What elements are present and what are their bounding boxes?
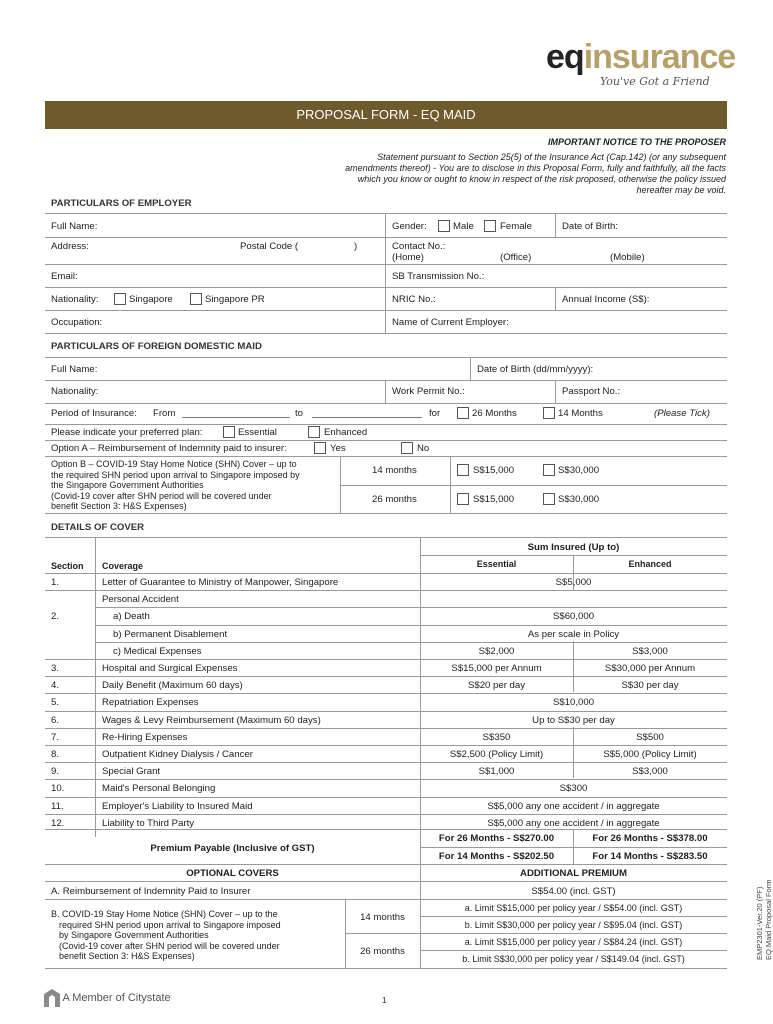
cover-section-number: 9.: [51, 766, 60, 778]
option-a-label: Option A – Reimbursement of Indemnity paid to insurer:: [51, 443, 287, 454]
cover-coverage-text: Liability to Third Party: [102, 817, 195, 829]
employer-nationality-label: Nationality:: [51, 294, 99, 305]
optional-b-line-3: by Singapore Government Authorities: [59, 930, 209, 940]
cover-section-number: 7.: [51, 731, 60, 743]
optional-limit-4: b. Limit S$30,000 per policy year / S$149.04 (incl. GST): [462, 954, 685, 964]
cover-row-divider: [45, 676, 727, 677]
optional-a-value: S$54.00 (incl. GST): [531, 886, 616, 897]
optional-a-label: A. Reimbursement of Indemnity Paid to Insurer: [51, 886, 251, 897]
optional-b-line-5: benefit Section 3: H&S Expenses): [59, 951, 195, 961]
cover-section-number: 5.: [51, 697, 60, 709]
optional-covers-heading: OPTIONAL COVERS: [186, 868, 279, 879]
citystate-icon: [44, 989, 60, 1007]
cover-row-divider: [45, 573, 727, 574]
cover-value-both: As per scale in Policy: [527, 628, 620, 640]
option-b-label: [51, 459, 300, 512]
nationality-singapore-pr-checkbox[interactable]: [190, 293, 202, 305]
contact-mobile-label: (Mobile): [610, 252, 645, 263]
cover-section-number: 4.: [51, 680, 60, 692]
form-name: EQ Maid Proposal Form: [764, 879, 773, 960]
cover-row-divider: [45, 659, 727, 660]
optional-limit-3: a. Limit S$15,000 per policy year / S$84.24 (incl. GST): [464, 937, 683, 947]
cover-coverage-text: Outpatient Kidney Dialysis / Cancer: [102, 749, 253, 760]
employer-dob-label: Date of Birth:: [562, 221, 618, 232]
current-employer-label: Name of Current Employer:: [392, 317, 509, 328]
side-reference: [755, 880, 773, 960]
member-text: A Member of Citystate: [62, 991, 171, 1004]
premium-14-essential: For 14 Months - S$202.50: [438, 851, 555, 862]
cover-value-both: Up to S$30 per day: [532, 714, 615, 726]
cover-value-essential: S$2,500 (Policy Limit): [449, 749, 544, 760]
cover-section-number: 6.: [51, 714, 60, 726]
page-number: 1: [382, 996, 387, 1005]
cover-coverage-text: Letter of Guarantee to Ministry of Manpower, Singapore: [102, 577, 339, 588]
company-logo: [546, 40, 735, 74]
cover-coverage-text: Special Grant: [102, 766, 161, 778]
cover-section-heading: DETAILS OF COVER: [51, 522, 145, 533]
cover-value-essential: S$20 per day: [467, 680, 526, 692]
cover-value-both: S$5,000 any one accident / in aggregate: [487, 800, 660, 812]
premium-14-enhanced: For 14 Months - S$283.50: [592, 851, 708, 862]
please-tick-note: (Please Tick): [654, 408, 710, 419]
gender-male-checkbox[interactable]: [438, 220, 450, 232]
nationality-singapore-pr-label: Singapore PR: [205, 294, 265, 305]
col-enhanced-header: Enhanced: [628, 559, 672, 569]
work-permit-label: Work Permit No.:: [392, 386, 465, 397]
col-section-header: Section: [51, 561, 84, 571]
form-code: EMP2301-Ver.20 (PF): [755, 886, 764, 960]
option-a-yes-checkbox[interactable]: [314, 442, 326, 454]
col-coverage-header: Coverage: [102, 561, 144, 571]
option-b-14-30k-label: S$30,000: [558, 465, 600, 476]
option-b-26-30k-checkbox[interactable]: [543, 493, 555, 505]
employer-section-heading: PARTICULARS OF EMPLOYER: [51, 198, 192, 209]
postal-code-close: ): [354, 241, 358, 252]
cover-row-divider: [45, 745, 727, 746]
cover-coverage-text: Maid's Personal Belonging: [102, 783, 216, 795]
cover-coverage-text: a) Death: [113, 611, 150, 623]
cover-value-both: S$10,000: [552, 697, 595, 709]
cover-value-enhanced: S$3,000: [632, 645, 668, 657]
nric-label: NRIC No.:: [392, 294, 436, 305]
sb-transmission-label: SB Transmission No.:: [392, 271, 485, 282]
optional-b-14-months: 14 months: [360, 912, 405, 923]
gender-female-checkbox[interactable]: [484, 220, 496, 232]
optional-b-label: [51, 909, 281, 962]
cover-row-divider: [95, 642, 727, 643]
contact-office-label: (Office): [500, 252, 532, 263]
option-b-14-15k-label: S$15,000: [473, 465, 515, 476]
cover-value-both: S$300: [559, 783, 588, 795]
page-title: PROPOSAL FORM - EQ MAID: [45, 101, 727, 129]
cover-value-enhanced: S$3,000: [632, 766, 668, 778]
cover-coverage-text: b) Permanent Disablement: [113, 628, 228, 640]
cover-section-number: 12.: [51, 817, 65, 829]
col-essential-header: Essential: [476, 559, 517, 569]
notice-body: Statement pursuant to Section 25(5) of the Insurance Act (Cap.142) (or any subsequent amendments thereof) - You are to disclose in this Proposal Form, fully and faithfully, all the facts which you know or ought to know in respect of the risk proposed, otherwise the policy issued hereafter may be void.: [345, 152, 726, 195]
address-label: Address:: [51, 241, 89, 252]
period-to-label: to: [295, 408, 304, 419]
option-b-26-months-label: 26 months: [372, 494, 417, 505]
cover-section-number: 3.: [51, 663, 60, 674]
optional-limit-1: a. Limit S$15,000 per policy year / S$54.00 (incl. GST): [464, 903, 683, 913]
period-26-months-checkbox[interactable]: [457, 407, 469, 419]
option-b-line-3: the Singapore Government Authorities: [51, 480, 204, 490]
cover-value-enhanced: S$30,000 per Annum: [604, 663, 696, 674]
logo-tagline: You've Got a Friend: [600, 75, 710, 88]
premium-26-enhanced: For 26 Months - S$378.00: [592, 833, 708, 844]
plan-question: Please indicate your preferred plan:: [51, 427, 203, 438]
logo-accent-text: insurance: [583, 38, 736, 76]
cover-row-divider: [45, 779, 727, 780]
plan-essential-checkbox[interactable]: [223, 426, 235, 438]
cover-value-enhanced: S$5,000 (Policy Limit): [603, 749, 697, 760]
option-b-line-1: Option B – COVID-19 Stay Home Notice (SHN) Cover – up to: [51, 459, 297, 469]
cover-section-number: 1.: [51, 577, 60, 588]
cover-section-number: 2.: [51, 611, 60, 623]
option-b-line-2: the required SHN period upon arrival to Singapore imposed by: [51, 469, 300, 480]
cover-coverage-text: Personal Accident: [102, 594, 179, 606]
premium-label: Premium Payable (Inclusive of GST): [150, 843, 315, 854]
cover-value-essential: S$2,000: [478, 645, 515, 657]
contact-label: Contact No.:: [392, 241, 446, 252]
sum-insured-header: Sum Insured (Up to): [527, 542, 620, 553]
optional-b-line-4: (Covid-19 cover after SHN period will be covered under: [59, 940, 280, 951]
maid-full-name-label: Full Name:: [51, 364, 98, 375]
cover-row-divider: [45, 711, 727, 712]
option-a-no-label: No: [417, 443, 430, 454]
gender-label: Gender:: [392, 221, 427, 232]
cover-row-divider: [45, 762, 727, 763]
plan-essential-label: Essential: [238, 427, 277, 438]
cover-coverage-text: Wages & Levy Reimbursement (Maximum 60 days): [102, 714, 321, 726]
period-from-label: From: [153, 408, 176, 419]
annual-income-label: Annual Income (S$):: [562, 294, 650, 305]
option-a-no-checkbox[interactable]: [401, 442, 413, 454]
option-b-14-months-label: 14 months: [372, 465, 417, 476]
cover-value-essential: S$15,000 per Annum: [451, 663, 542, 674]
option-b-line-4: (Covid-19 cover after SHN period will be covered under: [51, 490, 272, 501]
option-b-14-30k-checkbox[interactable]: [543, 464, 555, 476]
option-b-26-15k-checkbox[interactable]: [457, 493, 469, 505]
maid-section-heading: PARTICULARS OF FOREIGN DOMESTIC MAID: [51, 341, 262, 352]
maid-nationality-label: Nationality:: [51, 386, 99, 397]
citystate-member-logo: [44, 989, 171, 1007]
option-b-14-15k-checkbox[interactable]: [457, 464, 469, 476]
additional-premium-heading: ADDITIONAL PREMIUM: [520, 868, 627, 879]
cover-value-both: S$5,000 any one accident / in aggregate: [487, 817, 660, 829]
cover-coverage-text: Employer's Liability to Insured Maid: [102, 800, 253, 812]
period-14-months-checkbox[interactable]: [543, 407, 555, 419]
cover-section-number: 10.: [51, 783, 65, 795]
cover-coverage-text: Daily Benefit (Maximum 60 days): [102, 680, 243, 692]
nationality-singapore-label: Singapore: [129, 294, 173, 305]
contact-home-label: (Home): [392, 252, 424, 263]
occupation-label: Occupation:: [51, 317, 103, 328]
period-from-field[interactable]: [182, 417, 290, 418]
optional-limit-2: b. Limit S$30,000 per policy year / S$95.04 (incl. GST): [464, 920, 683, 930]
premium-26-essential: For 26 Months - S$270.00: [438, 833, 555, 844]
option-a-yes-label: Yes: [330, 443, 346, 454]
period-14-months-label: 14 Months: [558, 408, 603, 419]
cover-coverage-text: c) Medical Expenses: [113, 645, 202, 657]
option-b-26-30k-label: S$30,000: [558, 494, 600, 505]
notice-heading: IMPORTANT NOTICE TO THE PROPOSER: [547, 137, 726, 147]
cover-coverage-text: Repatriation Expenses: [102, 697, 199, 709]
cover-row-divider: [45, 728, 727, 729]
cover-section-number: 11.: [51, 800, 64, 812]
cover-coverage-text: Re-Hiring Expenses: [102, 731, 188, 743]
maid-dob-label: Date of Birth (dd/mm/yyyy):: [477, 364, 594, 375]
option-b-26-15k-label: S$15,000: [473, 494, 515, 505]
email-label: Email:: [51, 271, 78, 282]
cover-value-essential: S$1,000: [478, 766, 515, 778]
cover-value-both: S$60,000: [552, 611, 595, 623]
plan-enhanced-label: Enhanced: [324, 427, 368, 438]
cover-row-divider: [45, 693, 727, 694]
cover-value-essential: S$350: [482, 731, 511, 743]
cover-row-divider: [95, 607, 727, 608]
cover-value-enhanced: S$500: [636, 731, 664, 743]
cover-row-divider: [95, 625, 727, 626]
logo-main-text: eq: [546, 38, 584, 76]
period-26-months-label: 26 Months: [472, 408, 517, 419]
nationality-singapore-checkbox[interactable]: [114, 293, 126, 305]
optional-b-line-1: B. COVID-19 Stay Home Notice (SHN) Cover – up to the: [51, 909, 278, 919]
plan-enhanced-checkbox[interactable]: [308, 426, 320, 438]
gender-female-label: Female: [500, 221, 532, 232]
gender-male-label: Male: [453, 221, 474, 232]
cover-row-divider: [45, 814, 727, 815]
period-for-label: for: [429, 408, 441, 419]
optional-b-26-months: 26 months: [360, 946, 405, 957]
option-b-line-5: benefit Section 3: H&S Expenses): [51, 501, 187, 511]
period-to-field[interactable]: [312, 417, 422, 418]
postal-code-label: Postal Code (: [240, 241, 299, 252]
cover-row-divider: [45, 797, 727, 798]
passport-label: Passport No.:: [562, 386, 621, 397]
cover-row-divider: [45, 590, 727, 591]
cover-section-number: 8.: [51, 749, 60, 760]
cover-value-enhanced: S$30 per day: [621, 680, 679, 692]
cover-value-both: S$5,000: [555, 577, 592, 588]
employer-full-name-label: Full Name:: [51, 221, 98, 232]
optional-b-line-2: required SHN period upon arrival to Singapore imposed: [59, 919, 281, 930]
period-label: Period of Insurance:: [51, 408, 137, 419]
cover-coverage-text: Hospital and Surgical Expenses: [102, 663, 238, 674]
